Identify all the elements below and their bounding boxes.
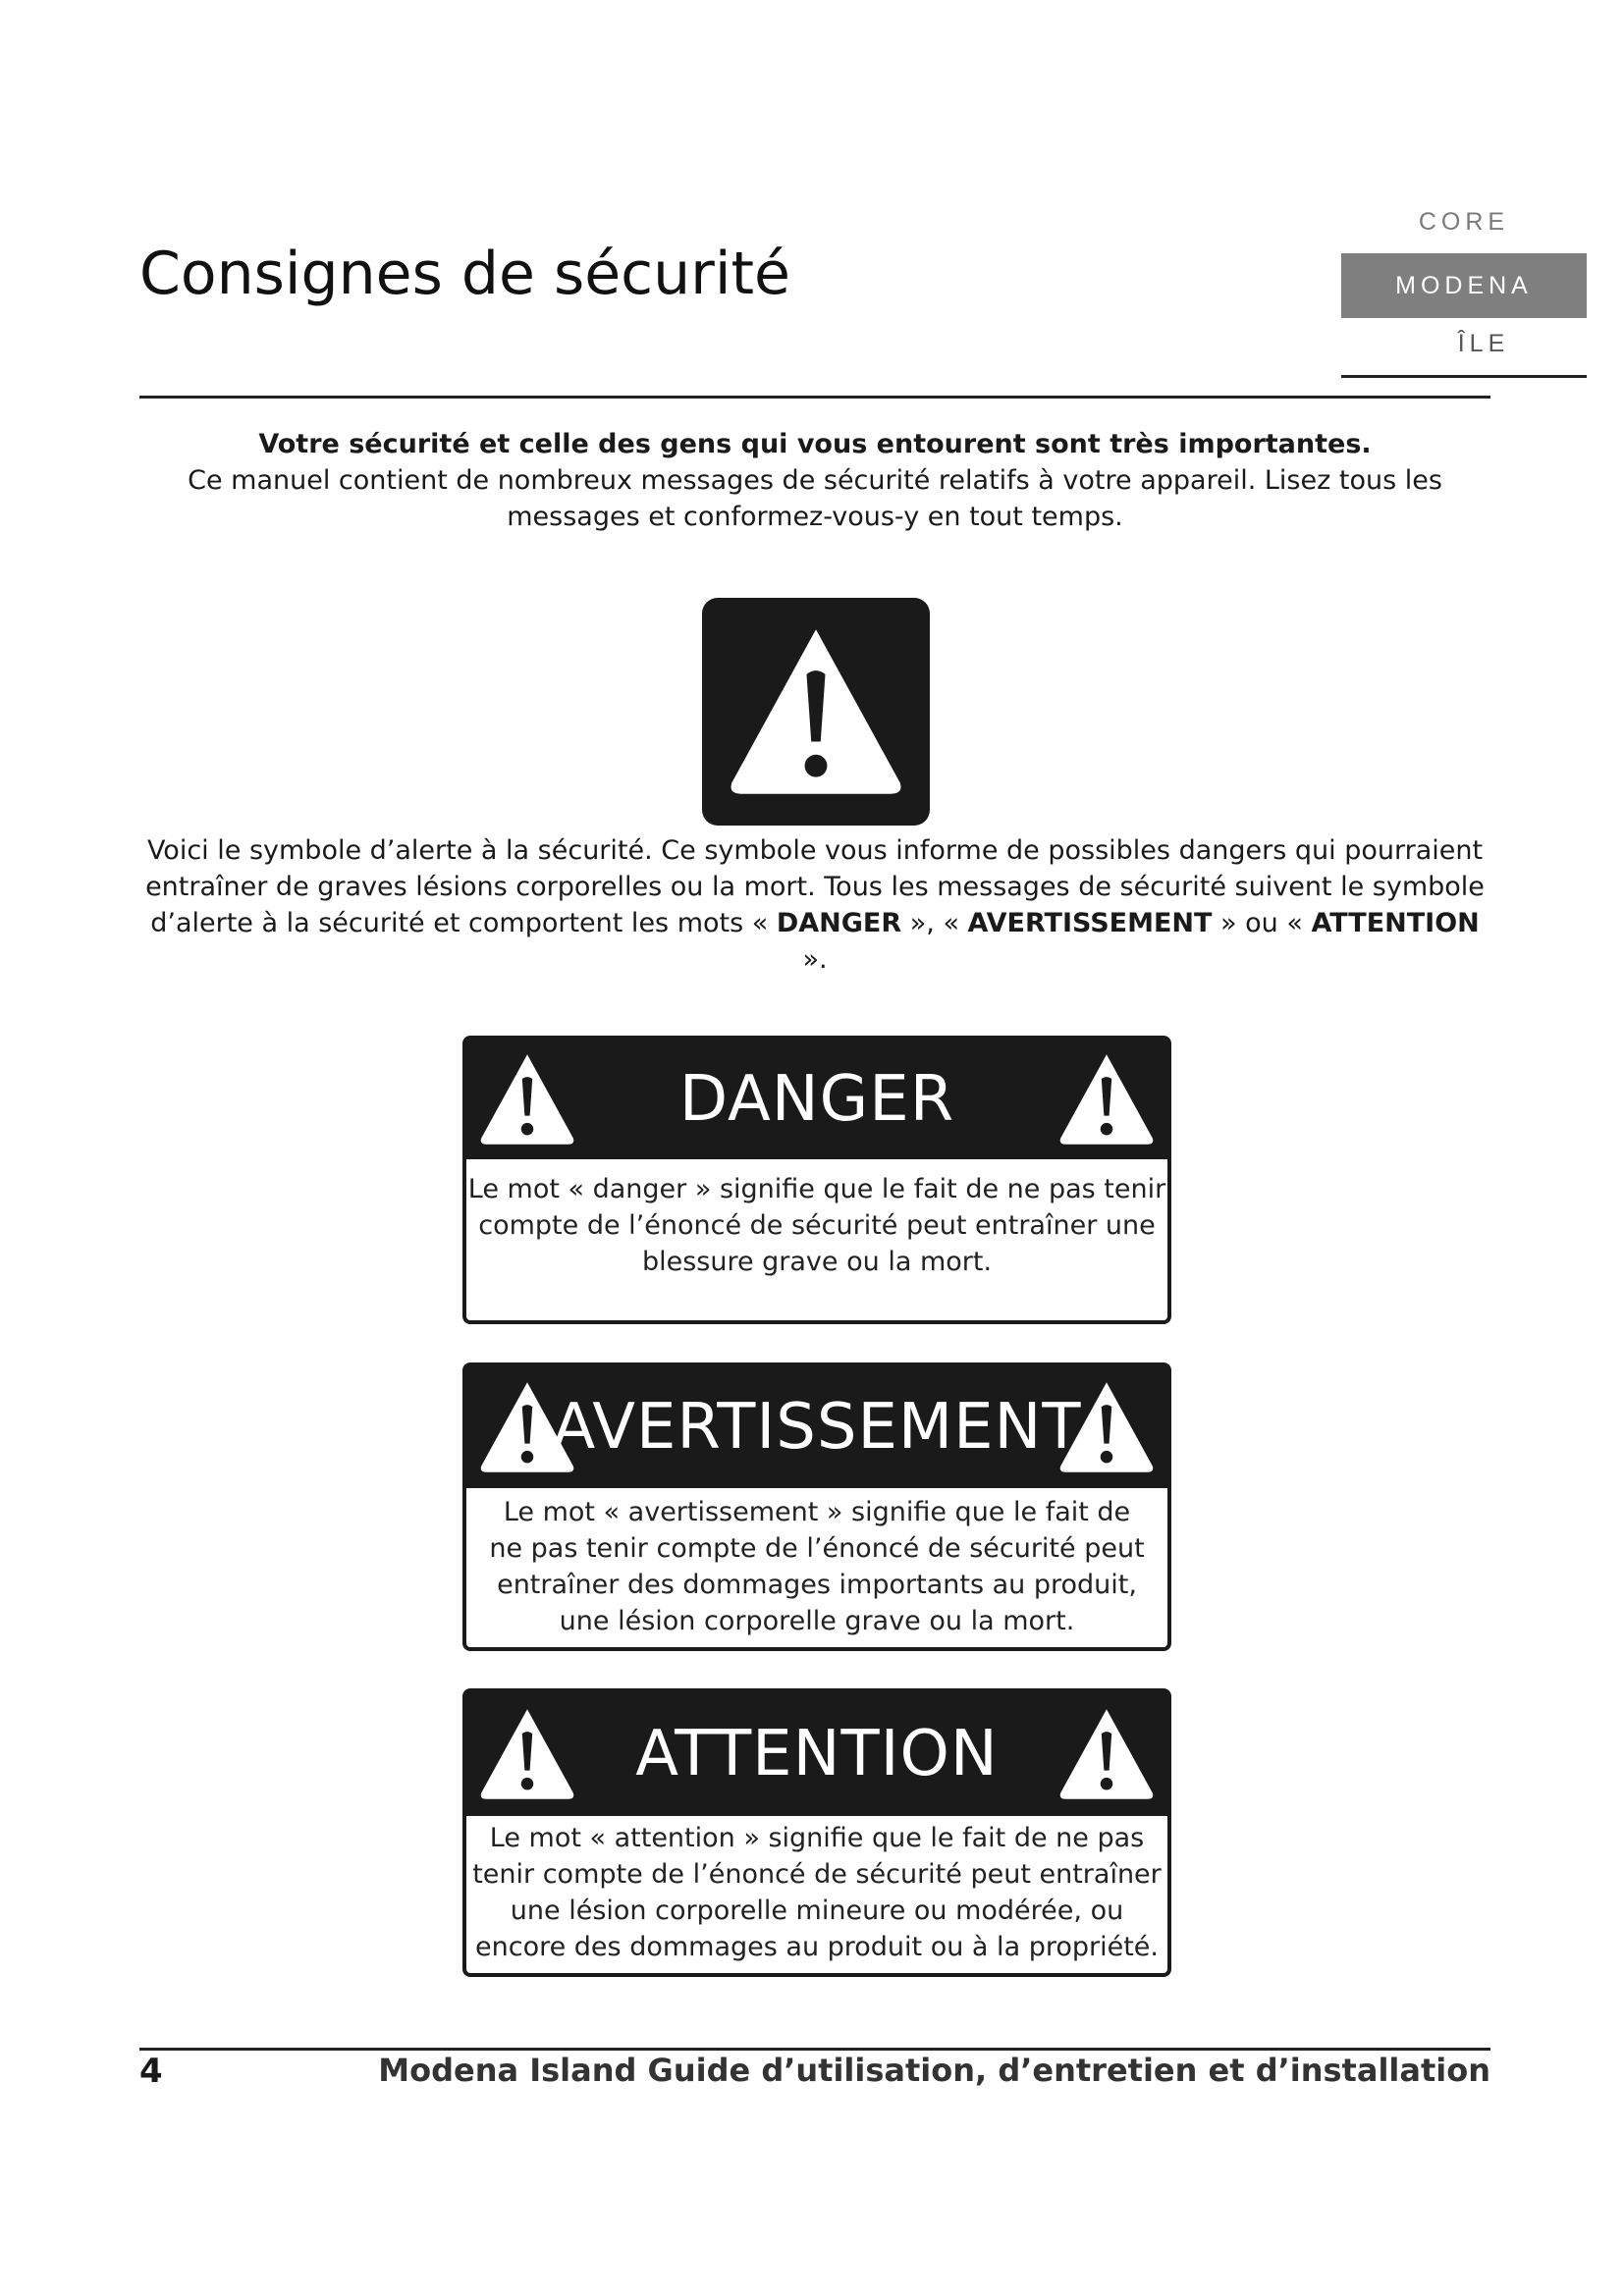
danger-sign-text <box>466 1159 1167 1280</box>
caution-text-line: tenir compte de l’énoncé de sécurité peut entraîner <box>472 1859 1162 1890</box>
safety-alert-icon <box>702 598 930 826</box>
model-tab-modena[interactable]: MODENA <box>1341 253 1587 318</box>
warning-triangle-icon <box>472 1376 582 1478</box>
footer-divider <box>139 2048 1490 2051</box>
warning-triangle-icon <box>472 1048 582 1150</box>
warning-text-line: une lésion corporelle grave ou la mort. <box>559 1606 1075 1636</box>
warning-sign <box>462 1362 1171 1651</box>
danger-sign <box>462 1036 1171 1324</box>
intro-heading: Votre sécurité et celle des gens qui vous entourent sont très importantes. <box>258 429 1372 459</box>
header-divider <box>139 396 1490 399</box>
safety-symbol-paragraph <box>139 832 1490 978</box>
danger-text-line: Le mot « danger » signifie que le fait de ne pas tenir <box>467 1174 1166 1204</box>
danger-sign-header <box>466 1040 1167 1159</box>
danger-text-line: compte de l’énoncé de sécurité peut entraîner une <box>478 1210 1156 1241</box>
intro-text: Ce manuel contient de nombreux messages de sécurité relatifs à votre appareil. Lisez tous les messages et conformez-vous-y en tout temps. <box>188 465 1442 532</box>
danger-sign-title: DANGER <box>678 1063 955 1136</box>
page-title: Consignes de sécurité <box>139 240 790 308</box>
model-tab-divider <box>1341 375 1587 378</box>
warning-sign-text <box>466 1488 1167 1639</box>
warning-triangle-icon <box>1052 1703 1162 1805</box>
caution-text-line: encore des dommages au produit ou à la propriété. <box>475 1932 1159 1962</box>
model-tab-ile[interactable]: ÎLE <box>1457 330 1510 357</box>
warning-sign-title: AVERTISSEMENT <box>552 1391 1082 1464</box>
symbol-separator: » ou « <box>1212 908 1312 938</box>
symbol-text-end: ». <box>802 944 828 975</box>
footer-title: Modena Island Guide d’utilisation, d’entretien et d’installation <box>378 2052 1490 2089</box>
keyword-warning: AVERTISSEMENT <box>967 908 1213 938</box>
page-number: 4 <box>139 2052 163 2091</box>
warning-text-line: Le mot « avertissement » signifie que le fait de <box>503 1497 1131 1527</box>
keyword-danger: DANGER <box>776 908 902 938</box>
keyword-caution: ATTENTION <box>1311 908 1480 938</box>
warning-triangle-icon <box>1052 1048 1162 1150</box>
warning-triangle-icon <box>472 1703 582 1805</box>
symbol-text: Voici le symbole d’alerte à la sécurité. Ce symbole vous informe de possibles dangers qui pourraient entraîner de graves lésions corporelles ou la mort. Tous les messages de sécurité suivent le symbole d’alerte à la sécurité et comportent les mots « <box>145 835 1485 938</box>
caution-text-line: une lésion corporelle mineure ou modérée, ou <box>510 1896 1124 1926</box>
danger-text-line: blessure grave ou la mort. <box>641 1247 993 1277</box>
caution-sign-title: ATTENTION <box>635 1718 999 1790</box>
warning-triangle-icon <box>1052 1376 1162 1478</box>
caution-text-line: Le mot « attention » signifie que le fait de ne pas <box>489 1823 1145 1853</box>
warning-sign-header <box>466 1366 1167 1488</box>
model-tab-core[interactable]: CORE <box>1418 208 1510 236</box>
symbol-separator: », « <box>901 908 968 938</box>
caution-sign-header <box>466 1692 1167 1816</box>
warning-text-line: ne pas tenir compte de l’énoncé de sécurité peut <box>489 1533 1145 1564</box>
caution-sign <box>462 1688 1171 1977</box>
warning-text-line: entraîner des dommages importants au produit, <box>497 1570 1137 1600</box>
caution-sign-text <box>466 1816 1167 1965</box>
